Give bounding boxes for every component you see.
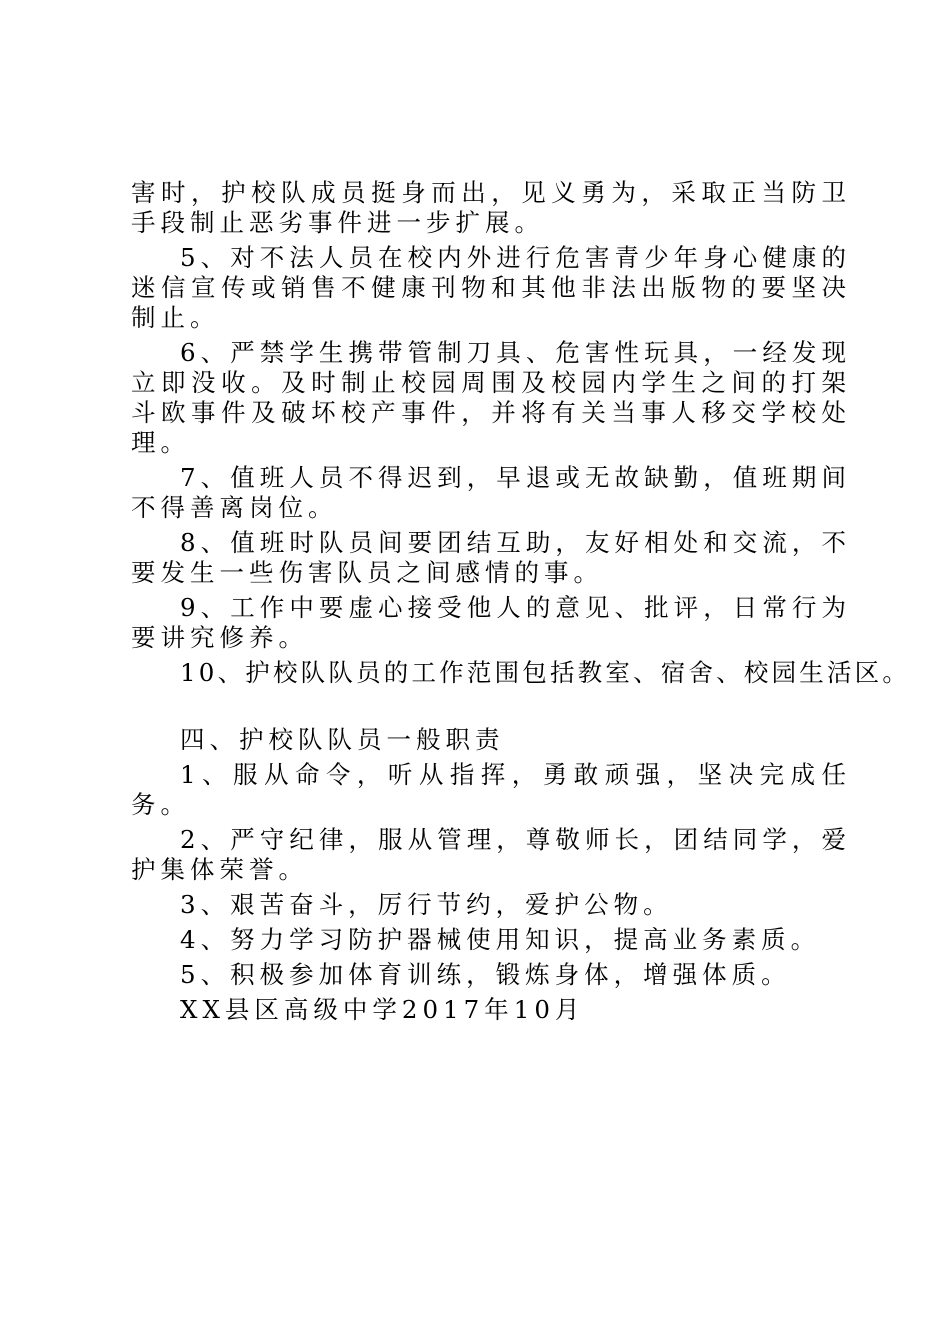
section-heading: 四、护校队队员一般职责 xyxy=(180,725,505,754)
duty-item-5: 5、积极参加体育训练，锻炼身体，增强体质。 xyxy=(180,960,791,989)
signature-line: XX县区高级中学2017年10月 xyxy=(180,995,585,1024)
paragraph-item-8: 8、值班时队员间要团结互助，友好相处和交流，不要发生一些伤害队员之间感情的事。 xyxy=(131,528,851,587)
document-body xyxy=(131,178,911,1030)
paragraph-item-5: 5、对不法人员在校内外进行危害青少年身心健康的迷信宣传或销售不健康刊物和其他非法出版物的要坚决制止。 xyxy=(131,243,851,332)
section-spacer xyxy=(131,693,851,725)
duty-item-1: 1、服从命令，听从指挥，勇敢顽强，坚决完成任务。 xyxy=(131,760,851,819)
paragraph-item-6: 6、严禁学生携带管制刀具、危害性玩具，一经发现立即没收。及时制止校园周围及校园内学生之间的打架斗欧事件及破坏校产事件，并将有关当事人移交学校处理。 xyxy=(131,338,851,457)
duty-item-3: 3、艰苦奋斗，厉行节约，爱护公物。 xyxy=(180,890,673,919)
paragraph-item-9: 9、工作中要虚心接受他人的意见、批评，日常行为要讲究修养。 xyxy=(131,593,851,652)
duty-item-4: 4、努力学习防护器械使用知识，提高业务素质。 xyxy=(180,925,821,954)
paragraph-item-7: 7、值班人员不得迟到，早退或无故缺勤，值班期间不得善离岗位。 xyxy=(131,463,851,522)
paragraph-continuation: 害时，护校队成员挺身而出，见义勇为，采取正当防卫手段制止恶劣事件进一步扩展。 xyxy=(131,178,851,237)
paragraph-item-10: 10、护校队队员的工作范围包括教室、宿舍、校园生活区。 xyxy=(180,658,911,687)
duty-item-2: 2、严守纪律，服从管理，尊敬师长，团结同学，爱护集体荣誉。 xyxy=(131,825,851,884)
